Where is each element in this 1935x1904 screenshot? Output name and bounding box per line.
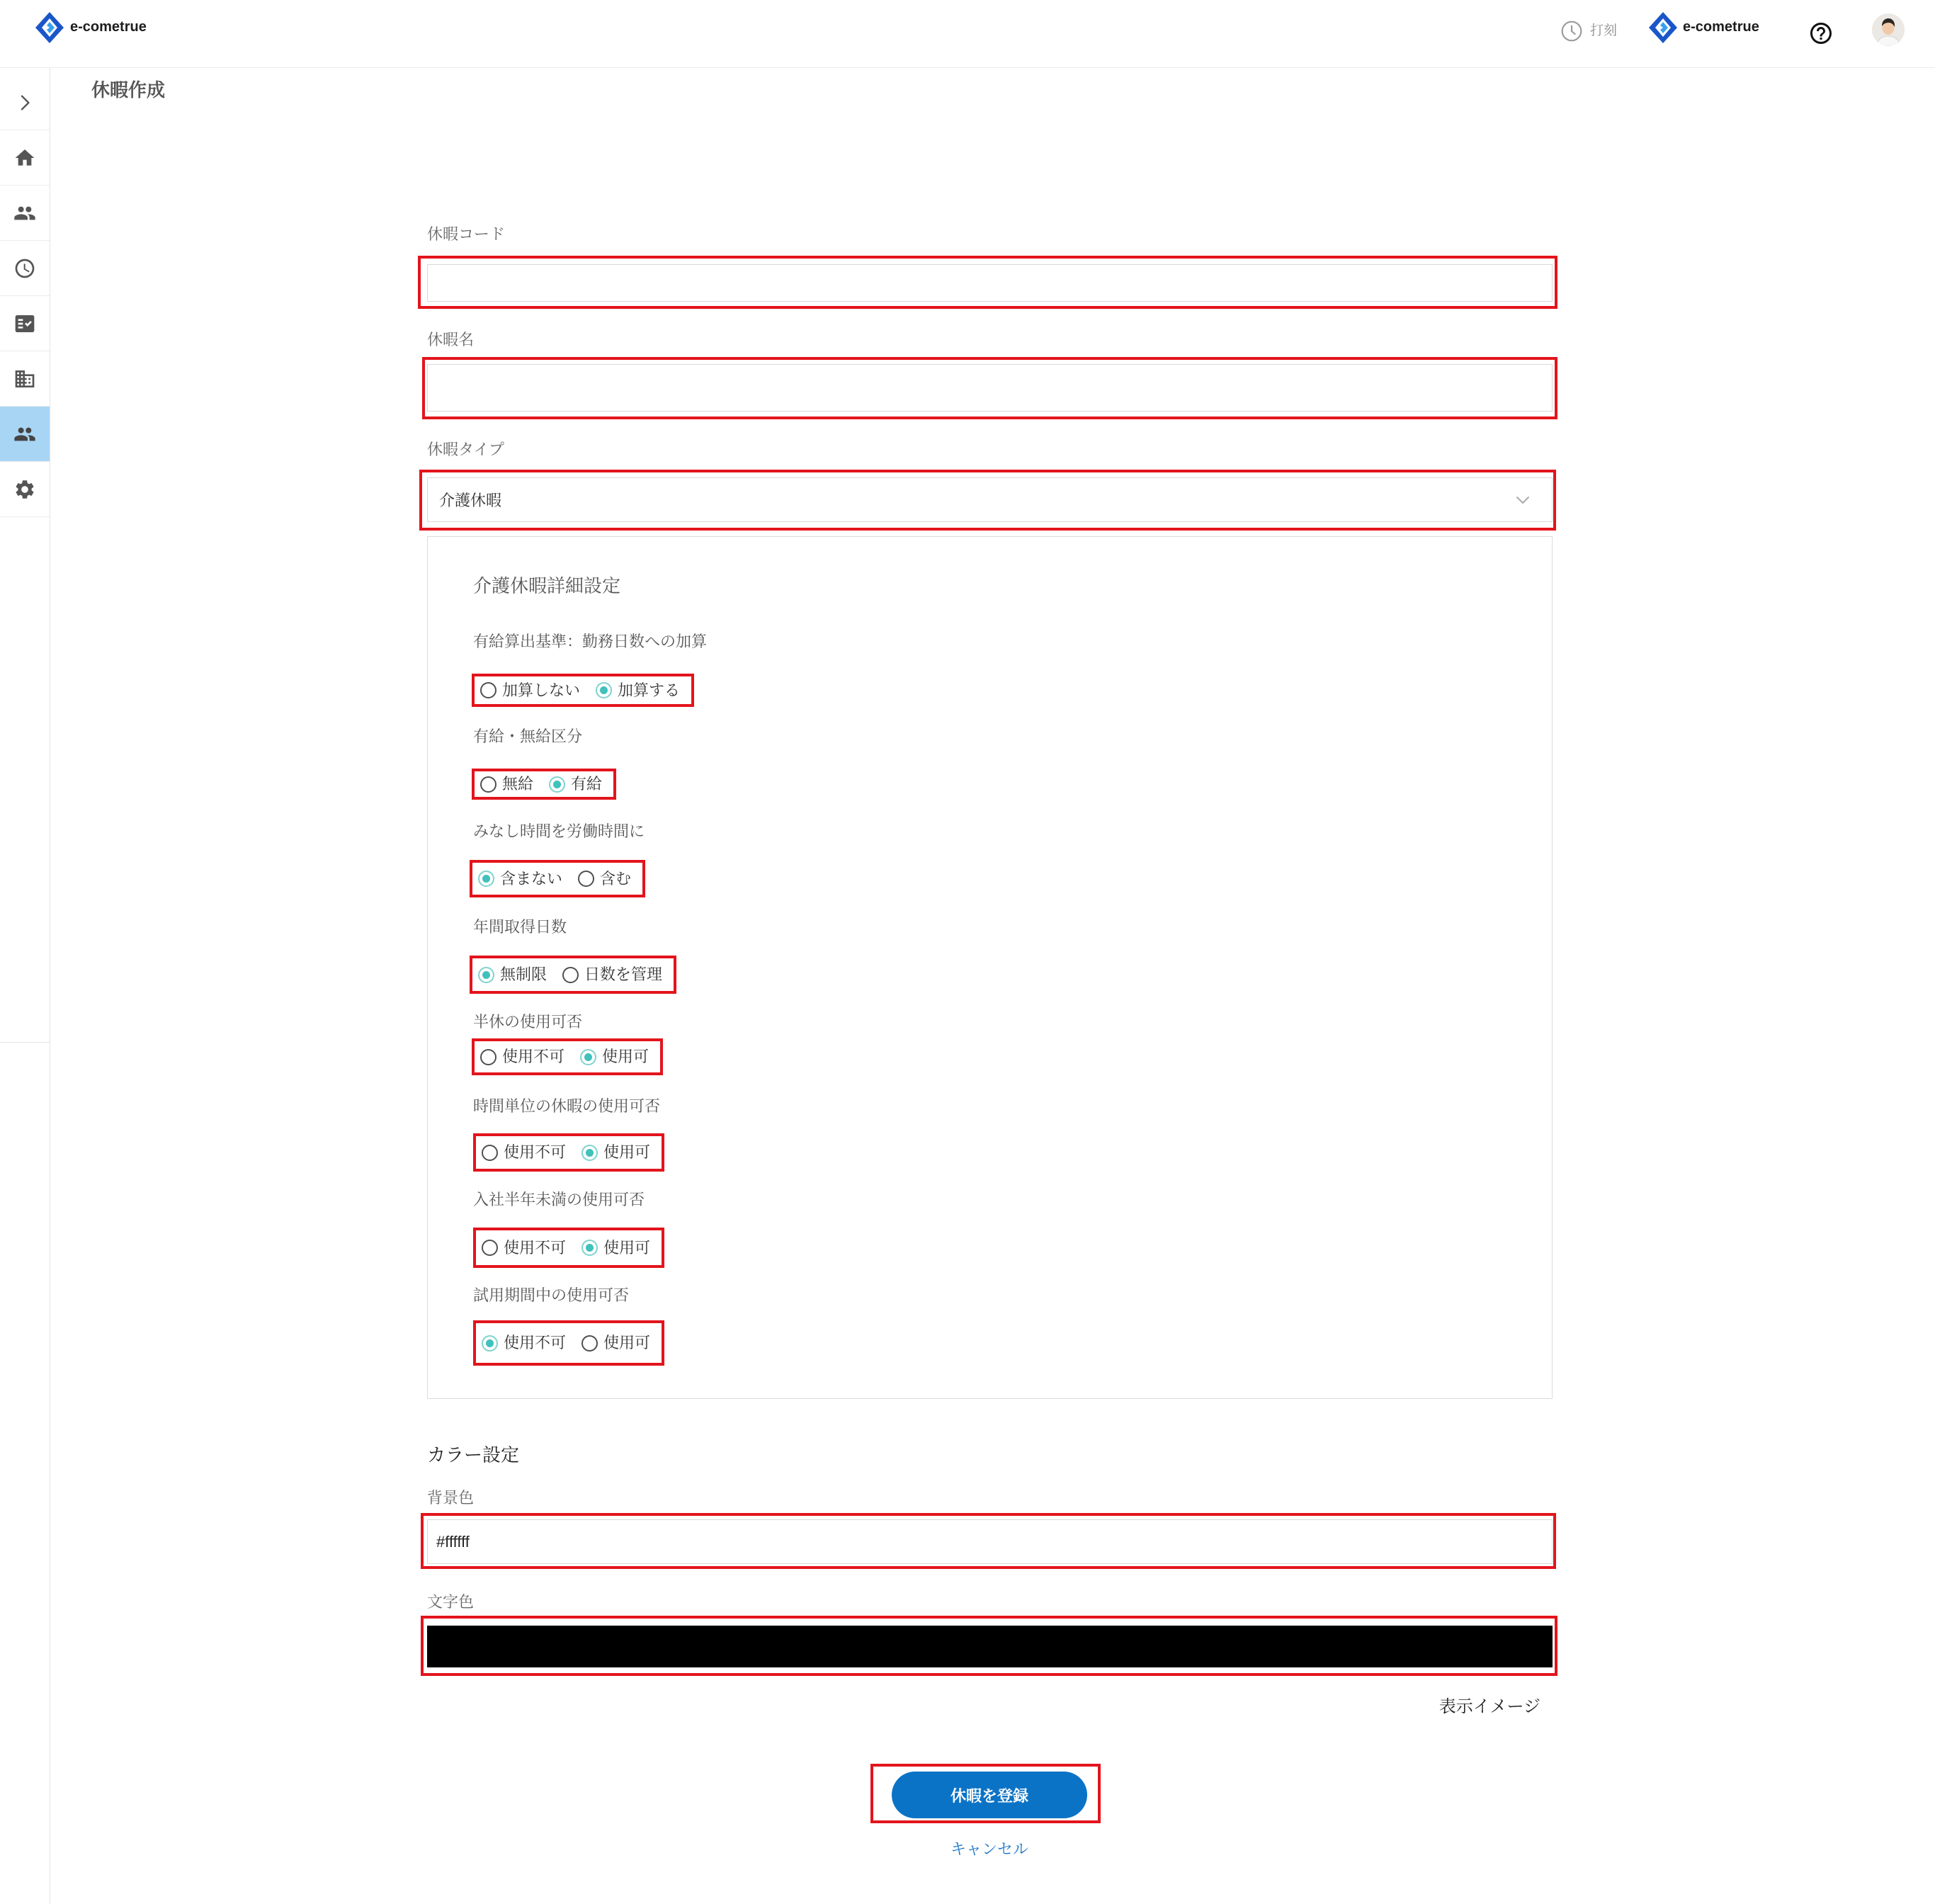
half-day-radio-group [472, 1038, 663, 1075]
sidebar-divider [0, 1042, 50, 1043]
leave-name-label: 休暇名 [427, 331, 475, 348]
clock-icon[interactable] [1560, 20, 1583, 42]
radio-option[interactable] [562, 965, 662, 984]
sidebar-item-approvals[interactable] [0, 296, 50, 351]
radio-option[interactable] [596, 681, 680, 700]
sidebar-item-attendance[interactable] [0, 241, 50, 296]
radio-label: 含まない [500, 869, 563, 888]
radio-option[interactable] [549, 775, 602, 793]
chevron-down-icon [1515, 495, 1531, 505]
radio-label: 使用不可 [504, 1143, 567, 1161]
radio-label: 使用可 [603, 1143, 651, 1161]
radio-label: 使用可 [603, 1334, 651, 1352]
radio-label: 使用不可 [504, 1334, 567, 1352]
half-day-label: 半休の使用可否 [473, 1013, 583, 1031]
radio-option[interactable] [581, 1143, 650, 1162]
color-settings-title: カラー設定 [427, 1444, 520, 1466]
radio-option[interactable] [581, 1239, 650, 1257]
leave-type-select[interactable] [427, 477, 1553, 522]
radio-button[interactable] [480, 776, 496, 793]
checklist-icon [13, 312, 36, 335]
radio-button[interactable] [480, 682, 496, 698]
paid-unpaid-label: 有給・無給区分 [473, 727, 583, 745]
building-icon [13, 368, 36, 390]
page-title: 休暇作成 [91, 79, 166, 101]
radio-button[interactable] [581, 1145, 598, 1161]
radio-button[interactable] [482, 1145, 498, 1161]
register-leave-button[interactable]: 休暇を登録 [892, 1772, 1087, 1818]
radio-option[interactable] [480, 1048, 564, 1066]
radio-option[interactable] [581, 1334, 650, 1352]
radio-label: 使用可 [603, 1238, 651, 1257]
radio-label: 有給 [571, 775, 603, 793]
radio-option[interactable] [482, 1334, 566, 1352]
radio-label: 加算する [618, 681, 681, 699]
sidebar-item-expand[interactable] [0, 75, 50, 130]
company-brand-name: e-cometrue [1683, 19, 1759, 35]
leave-type-label: 休暇タイプ [427, 441, 504, 458]
avatar-icon[interactable] [1872, 13, 1905, 46]
radio-option[interactable] [578, 870, 631, 888]
radio-label: 使用不可 [502, 1048, 565, 1065]
radio-button[interactable] [596, 682, 612, 698]
radio-button[interactable] [580, 1049, 596, 1065]
deemed-hours-radio-group [470, 860, 645, 897]
leave-code-input[interactable] [427, 264, 1553, 302]
radio-option[interactable] [478, 870, 562, 888]
annual-days-label: 年間取得日数 [473, 918, 567, 936]
leave-code-label: 休暇コード [427, 225, 506, 243]
radio-label: 含む [600, 869, 632, 888]
radio-button[interactable] [482, 1240, 498, 1256]
radio-button[interactable] [480, 1049, 496, 1065]
brand-name: e-cometrue [70, 19, 147, 35]
radio-label: 無制限 [500, 965, 547, 983]
text-color-picker[interactable] [427, 1626, 1553, 1667]
paid-basis-label: 有給算出基準：勤務日数への加算 [473, 633, 708, 650]
e-cometrue-logo-icon[interactable] [35, 12, 64, 43]
sidebar-item-organization[interactable] [0, 351, 50, 407]
probation-label: 試用期間中の使用可否 [473, 1286, 630, 1304]
radio-label: 加算しない [502, 681, 581, 699]
clock-icon [13, 257, 36, 280]
background-color-input[interactable]: #ffffff [427, 1519, 1553, 1564]
radio-option[interactable] [478, 965, 547, 984]
cancel-link[interactable]: キャンセル [950, 1840, 1028, 1858]
sidebar-item-employees[interactable] [0, 186, 50, 241]
radio-option[interactable] [482, 1143, 566, 1162]
home-icon [13, 147, 36, 169]
probation-radio-group [473, 1320, 664, 1366]
radio-button[interactable] [478, 871, 494, 887]
radio-button[interactable] [549, 776, 565, 793]
deemed-hours-label: みなし時間を労働時間に [473, 822, 645, 840]
preview-label: 表示イメージ [1439, 1697, 1540, 1716]
e-cometrue-logo-icon [1649, 12, 1677, 43]
radio-button[interactable] [478, 967, 494, 983]
radio-button[interactable] [581, 1240, 598, 1256]
sidebar-item-settings[interactable] [0, 462, 50, 517]
leave-type-selected-value: 介護休暇 [439, 492, 502, 509]
paid-unpaid-radio-group [472, 769, 616, 800]
detail-settings-title: 介護休暇詳細設定 [473, 575, 621, 596]
radio-option[interactable] [482, 1239, 566, 1257]
new-hire-radio-group [473, 1228, 664, 1268]
background-color-label: 背景色 [427, 1489, 475, 1507]
radio-label: 日数を管理 [584, 965, 663, 983]
paid-basis-radio-group [472, 674, 694, 707]
help-circle-icon[interactable] [1808, 21, 1834, 46]
gear-icon [13, 478, 36, 501]
radio-button[interactable] [562, 967, 579, 983]
radio-label: 無給 [502, 775, 534, 793]
radio-option[interactable] [480, 775, 533, 793]
chevron-right-icon [13, 91, 36, 114]
hourly-leave-radio-group [473, 1133, 664, 1172]
new-hire-label: 入社半年未満の使用可否 [473, 1191, 645, 1208]
annual-days-radio-group [470, 956, 676, 994]
radio-option[interactable] [480, 681, 580, 700]
radio-button[interactable] [581, 1335, 598, 1352]
people-icon [13, 202, 36, 225]
radio-label: 使用不可 [504, 1238, 567, 1257]
radio-button[interactable] [482, 1335, 498, 1352]
radio-button[interactable] [578, 871, 594, 887]
sidebar-item-home[interactable] [0, 130, 50, 186]
top-header [0, 0, 1935, 68]
radio-label: 使用可 [602, 1048, 649, 1065]
sidebar [0, 68, 50, 1904]
sidebar-item-leave-management[interactable] [0, 407, 50, 462]
hourly-leave-label: 時間単位の休暇の使用可否 [473, 1097, 661, 1115]
punch-clock-link[interactable]: 打刻 [1590, 23, 1618, 38]
leave-name-input[interactable] [427, 364, 1553, 412]
text-color-label: 文字色 [427, 1593, 475, 1611]
radio-option[interactable] [580, 1048, 649, 1066]
people-icon [13, 423, 36, 446]
